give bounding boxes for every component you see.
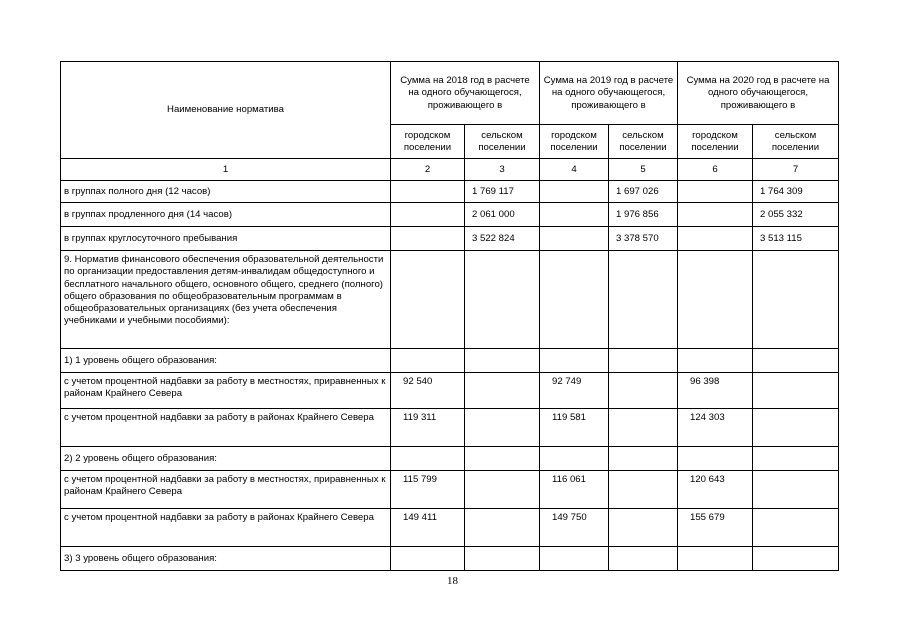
value-cell-rural: [465, 471, 540, 509]
value-cell-rural: 1 697 026: [609, 181, 678, 203]
value-cell-rural: [465, 509, 540, 547]
row-name-cell: в группах круглосуточного пребывания: [61, 227, 391, 251]
table-row: [61, 181, 839, 203]
value-cell-urban: [678, 547, 753, 571]
value-cell-urban: 96 398: [678, 373, 753, 409]
col-number: 3: [465, 159, 540, 181]
value-cell-rural: [465, 251, 540, 349]
value-cell-urban: 155 679: [678, 509, 753, 547]
value-cell-urban: [678, 181, 753, 203]
table-row: [61, 251, 839, 349]
value-cell-rural: [465, 349, 540, 373]
value-cell-urban: [540, 203, 609, 227]
row-name-cell: 1) 1 уровень общего образования:: [61, 349, 391, 373]
value-cell-urban: [540, 181, 609, 203]
value-cell-rural: 2 061 000: [465, 203, 540, 227]
value-cell-urban: 92 540: [391, 373, 465, 409]
value-cell-urban: [678, 251, 753, 349]
value-cell-rural: 1 976 856: [609, 203, 678, 227]
row-name-cell: с учетом процентной надбавки за работу в районах Крайнего Севера: [61, 509, 391, 547]
value-cell-rural: 3 378 570: [609, 227, 678, 251]
value-cell-rural: [753, 471, 839, 509]
table-row: [61, 509, 839, 547]
value-cell-rural: 1 769 117: [465, 181, 540, 203]
header-rural-2019: сельском поселении: [609, 125, 678, 159]
table-row: [61, 227, 839, 251]
row-name-cell: с учетом процентной надбавки за работу в местностях, приравненных к районам Крайнего Севера: [61, 471, 391, 509]
value-cell-rural: 2 055 332: [753, 203, 839, 227]
value-cell-urban: 149 411: [391, 509, 465, 547]
value-cell-urban: 116 061: [540, 471, 609, 509]
value-cell-urban: [391, 251, 465, 349]
row-name-cell: в группах продленного дня (14 часов): [61, 203, 391, 227]
value-cell-urban: [540, 251, 609, 349]
header-name-col: Наименование норматива: [61, 62, 391, 159]
header-year-2019: Сумма на 2019 год в расчете на одного обучающегося, проживающего в: [540, 62, 678, 125]
value-cell-rural: [609, 251, 678, 349]
value-cell-rural: [465, 447, 540, 471]
page-number: 18: [447, 575, 458, 587]
header-urban-2018: городском поселении: [391, 125, 465, 159]
header-row-years: [61, 62, 839, 125]
value-cell-rural: [753, 373, 839, 409]
value-cell-urban: [391, 447, 465, 471]
row-name-cell: 3) 3 уровень общего образования:: [61, 547, 391, 571]
table-row: [61, 373, 839, 409]
row-name-cell: 9. Норматив финансового обеспечения образовательной деятельности по организации предоставления детям-инвалидам общедоступного и бесплатного начального общего, основного общего, среднего (полного) общего образования по общеобразовательным программам в общеобразовательных организациях (без учета обеспечения учебниками и учебными пособиями):: [61, 251, 391, 349]
value-cell-rural: 1 764 309: [753, 181, 839, 203]
value-cell-urban: [678, 227, 753, 251]
header-year-2020: Сумма на 2020 год в расчете на одного обучающегося, проживающего в: [678, 62, 839, 125]
value-cell-rural: [609, 373, 678, 409]
value-cell-urban: [678, 447, 753, 471]
table-row: [61, 349, 839, 373]
table-row: [61, 203, 839, 227]
header-year-2018: Сумма на 2018 год в расчете на одного обучающегося, проживающего в: [391, 62, 540, 125]
value-cell-urban: 124 303: [678, 409, 753, 447]
value-cell-urban: [540, 547, 609, 571]
value-cell-urban: [391, 203, 465, 227]
row-name-cell: с учетом процентной надбавки за работу в районах Крайнего Севера: [61, 409, 391, 447]
row-name-cell: 2) 2 уровень общего образования:: [61, 447, 391, 471]
table-row: [61, 447, 839, 471]
value-cell-urban: 92 749: [540, 373, 609, 409]
table-row: [61, 409, 839, 447]
header-row-col-numbers: [61, 159, 839, 181]
value-cell-rural: [465, 409, 540, 447]
value-cell-urban: [540, 227, 609, 251]
value-cell-urban: [391, 547, 465, 571]
value-cell-rural: [609, 547, 678, 571]
value-cell-urban: 119 581: [540, 409, 609, 447]
value-cell-urban: [391, 181, 465, 203]
value-cell-urban: [540, 447, 609, 471]
value-cell-urban: 149 750: [540, 509, 609, 547]
value-cell-rural: [609, 509, 678, 547]
row-name-cell: в группах полного дня (12 часов): [61, 181, 391, 203]
normatives-table: [60, 61, 839, 571]
value-cell-rural: [465, 373, 540, 409]
value-cell-urban: [391, 227, 465, 251]
value-cell-rural: [753, 251, 839, 349]
value-cell-urban: 119 311: [391, 409, 465, 447]
value-cell-urban: [678, 349, 753, 373]
value-cell-rural: 3 522 824: [465, 227, 540, 251]
value-cell-rural: [609, 447, 678, 471]
table-row: [61, 547, 839, 571]
value-cell-urban: [678, 203, 753, 227]
value-cell-urban: [540, 349, 609, 373]
header-rural-2020: сельском поселении: [753, 125, 839, 159]
value-cell-rural: [465, 547, 540, 571]
value-cell-urban: [391, 349, 465, 373]
col-number: 4: [540, 159, 609, 181]
col-number: 2: [391, 159, 465, 181]
value-cell-rural: [609, 409, 678, 447]
header-urban-2019: городском поселении: [540, 125, 609, 159]
value-cell-urban: 115 799: [391, 471, 465, 509]
value-cell-rural: [753, 409, 839, 447]
header-urban-2020: городском поселении: [678, 125, 753, 159]
value-cell-rural: [753, 349, 839, 373]
col-number: 7: [753, 159, 839, 181]
value-cell-rural: [753, 547, 839, 571]
col-number: 1: [61, 159, 391, 181]
col-number: 5: [609, 159, 678, 181]
table-row: [61, 471, 839, 509]
value-cell-rural: [609, 349, 678, 373]
value-cell-rural: [753, 447, 839, 471]
value-cell-rural: [753, 509, 839, 547]
value-cell-rural: [609, 471, 678, 509]
row-name-cell: с учетом процентной надбавки за работу в местностях, приравненных к районам Крайнего Севера: [61, 373, 391, 409]
col-number: 6: [678, 159, 753, 181]
value-cell-urban: 120 643: [678, 471, 753, 509]
value-cell-rural: 3 513 115: [753, 227, 839, 251]
header-rural-2018: сельском поселении: [465, 125, 540, 159]
